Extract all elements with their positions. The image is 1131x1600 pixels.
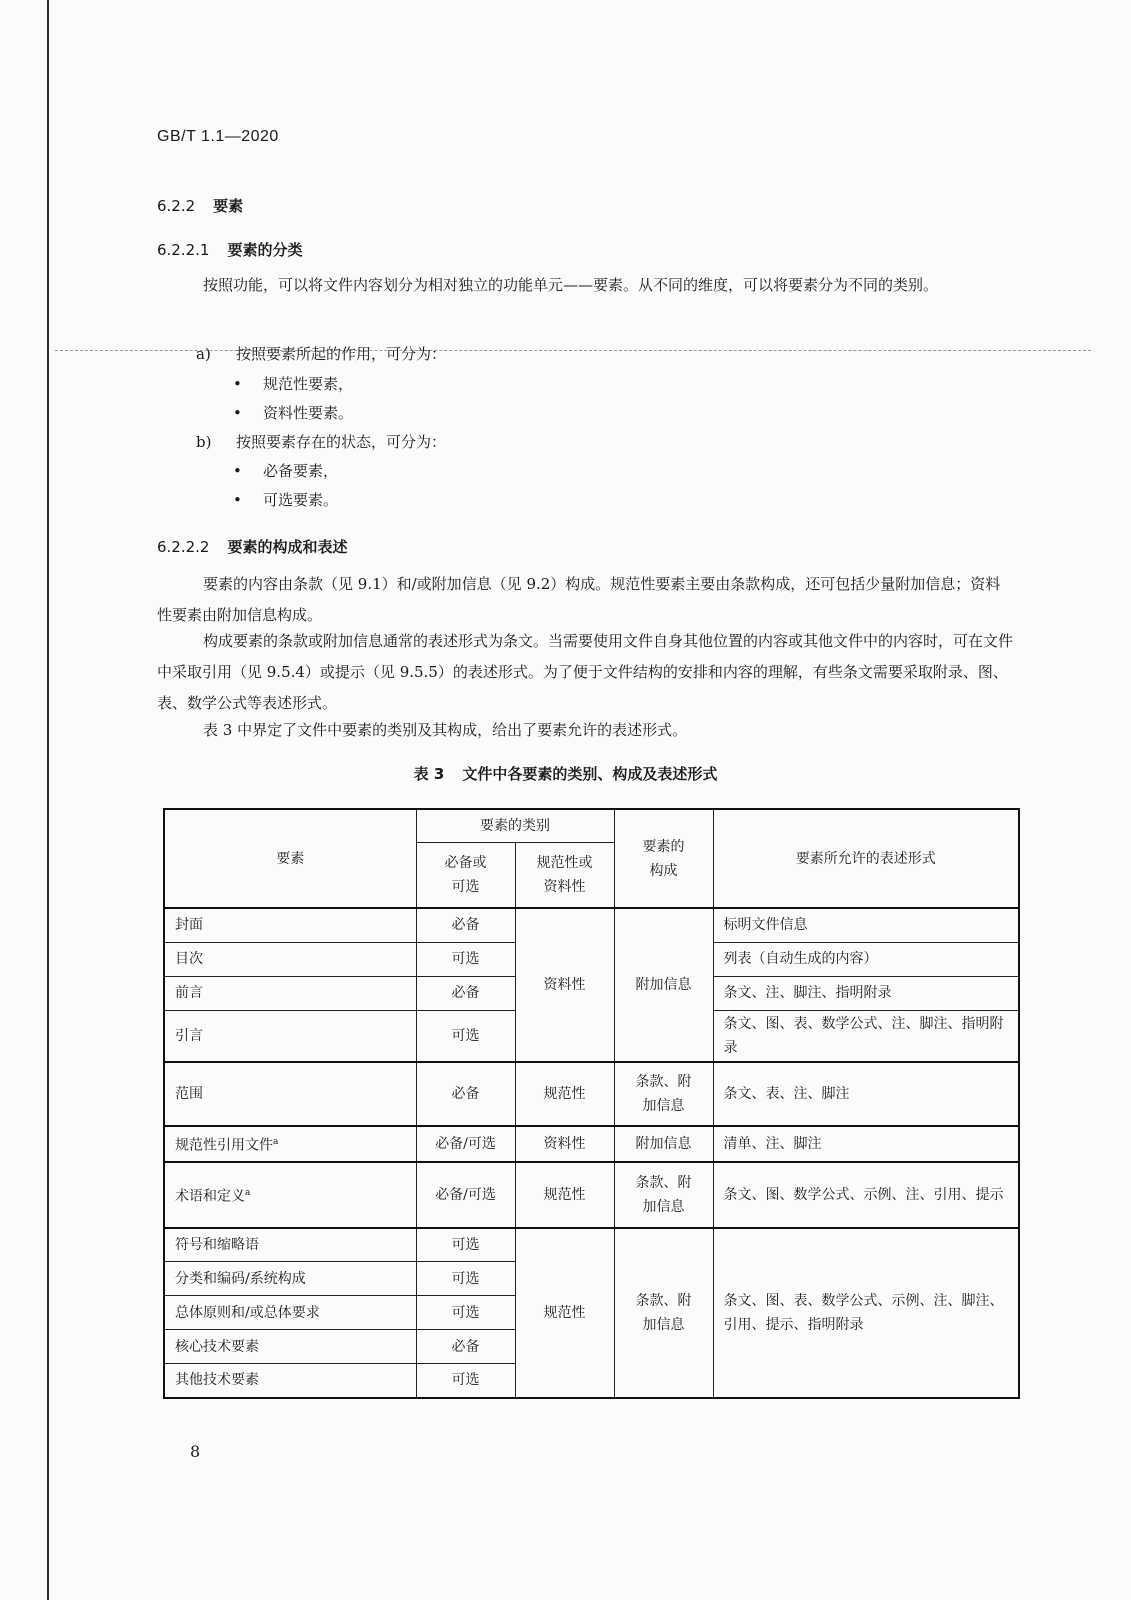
cell-composition: 条款、附加信息 bbox=[614, 1162, 713, 1228]
cell-required: 必备 bbox=[416, 908, 515, 942]
section-title: 要素的分类 bbox=[227, 241, 303, 259]
cell-required: 必备/可选 bbox=[416, 1126, 515, 1162]
binding-line bbox=[47, 0, 49, 1600]
bullet-icon: • bbox=[233, 491, 242, 509]
footnote-mark: a bbox=[245, 1187, 251, 1198]
section-number: 6.2.2.1 bbox=[157, 241, 210, 259]
paragraph: 构成要素的条款或附加信息通常的表述形式为条文。当需要使用文件自身其他位置的内容或其他文件中的内容时，可在文件中采取引用（见 9.5.4）或提示（见 9.5.5）的表述形式。为了便于文件结构的安排和内容的理解，有些条文需要采取附录、图、表、数学公式等表述形式。 bbox=[157, 632, 1014, 712]
section-heading-6-2-2-1 bbox=[157, 239, 303, 260]
list-text: 按照要素所起的作用，可分为： bbox=[236, 345, 447, 363]
cell-element: 目次 bbox=[164, 942, 416, 976]
cell-required: 可选 bbox=[416, 1364, 515, 1398]
standard-number: GB/T 1.1—2020 bbox=[157, 128, 279, 145]
cell-required: 可选 bbox=[416, 1010, 515, 1062]
cell-element: 核心技术要素 bbox=[164, 1330, 416, 1364]
list-marker: b) bbox=[196, 433, 212, 451]
cell-required: 可选 bbox=[416, 942, 515, 976]
cell-type: 规范性 bbox=[515, 1162, 614, 1228]
bullet-item bbox=[233, 460, 338, 481]
cell-required: 必备 bbox=[416, 976, 515, 1010]
cell-type: 资料性 bbox=[515, 1126, 614, 1162]
bullet-icon: • bbox=[233, 375, 242, 393]
paragraph: 表 3 中界定了文件中要素的类别及其构成，给出了要素允许的表述形式。 bbox=[203, 721, 688, 739]
bullet-item bbox=[233, 402, 353, 423]
section-number: 6.2.2.2 bbox=[157, 538, 210, 556]
header-composition: 要素的构成 bbox=[614, 809, 713, 908]
cell-required: 必备/可选 bbox=[416, 1162, 515, 1228]
list-item-a bbox=[196, 343, 446, 364]
cell-required: 可选 bbox=[416, 1228, 515, 1262]
cell-type: 规范性 bbox=[515, 1062, 614, 1126]
cell-required: 可选 bbox=[416, 1296, 515, 1330]
section-title: 要素的构成和表述 bbox=[227, 538, 348, 556]
paragraph: 要素的内容由条款（见 9.1）和/或附加信息（见 9.2）构成。规范性要素主要由条款构成，还可包括少量附加信息；资料性要素由附加信息构成。 bbox=[157, 575, 1001, 624]
bullet-item bbox=[233, 373, 353, 394]
cell-type: 规范性 bbox=[515, 1228, 614, 1398]
page-number: 8 bbox=[190, 1442, 201, 1461]
table-row bbox=[164, 1062, 1019, 1126]
cell-element: 总体原则和/或总体要求 bbox=[164, 1296, 416, 1330]
cell-element: 前言 bbox=[164, 976, 416, 1010]
cell-forms: 条文、图、表、数学公式、示例、注、脚注、引用、提示、指明附录 bbox=[713, 1228, 1019, 1398]
footnote-mark: a bbox=[273, 1136, 279, 1147]
table-caption-title: 文件中各要素的类别、构成及表述形式 bbox=[462, 765, 718, 783]
cell-element: 其他技术要素 bbox=[164, 1364, 416, 1398]
cell-forms: 条文、图、表、数学公式、注、脚注、指明附录 bbox=[713, 1010, 1019, 1062]
list-item-b bbox=[196, 431, 446, 452]
cell-type: 资料性 bbox=[515, 908, 614, 1062]
list-marker: a) bbox=[196, 345, 211, 363]
header-forms: 要素所允许的表述形式 bbox=[713, 809, 1019, 908]
cell-forms: 清单、注、脚注 bbox=[713, 1126, 1019, 1162]
table-row bbox=[164, 908, 1019, 942]
cell-composition: 条款、附加信息 bbox=[614, 1062, 713, 1126]
cell-forms: 条文、图、数学公式、示例、注、引用、提示 bbox=[713, 1162, 1019, 1228]
cell-element: 引言 bbox=[164, 1010, 416, 1062]
cell-forms: 标明文件信息 bbox=[713, 908, 1019, 942]
header-normative-informative: 规范性或资料性 bbox=[515, 842, 614, 908]
bullet-text: 资料性要素。 bbox=[263, 404, 354, 422]
cell-forms: 列表（自动生成的内容） bbox=[713, 942, 1019, 976]
cell-forms: 条文、注、脚注、指明附录 bbox=[713, 976, 1019, 1010]
list-text: 按照要素存在的状态，可分为： bbox=[236, 433, 447, 451]
cell-element: 规范性引用文件$^a$ bbox=[164, 1126, 416, 1162]
bullet-text: 可选要素。 bbox=[263, 491, 339, 509]
header-category: 要素的类别 bbox=[416, 809, 614, 842]
header-required-optional: 必备或可选 bbox=[416, 842, 515, 908]
section-title: 要素 bbox=[213, 197, 244, 215]
cell-element: 符号和缩略语 bbox=[164, 1228, 416, 1262]
cell-composition: 条款、附加信息 bbox=[614, 1228, 713, 1398]
table-row bbox=[164, 1228, 1019, 1262]
cell-forms: 条文、表、注、脚注 bbox=[713, 1062, 1019, 1126]
bullet-item bbox=[233, 489, 338, 510]
table-row bbox=[164, 1162, 1019, 1228]
cell-element: 术语和定义$^a$ bbox=[164, 1162, 416, 1228]
section-number: 6.2.2 bbox=[157, 197, 196, 215]
table-row bbox=[164, 1126, 1019, 1162]
cell-element: 范围 bbox=[164, 1062, 416, 1126]
bullet-text: 必备要素， bbox=[263, 462, 339, 480]
section-heading-6-2-2-2 bbox=[157, 536, 348, 557]
cell-composition: 附加信息 bbox=[614, 908, 713, 1062]
header-element: 要素 bbox=[164, 809, 416, 908]
bullet-icon: • bbox=[233, 404, 242, 422]
elements-table bbox=[163, 808, 1020, 1399]
table-caption bbox=[0, 763, 1131, 784]
cell-required: 必备 bbox=[416, 1062, 515, 1126]
cell-required: 必备 bbox=[416, 1330, 515, 1364]
bullet-text: 规范性要素， bbox=[263, 375, 354, 393]
section-heading-6-2-2 bbox=[157, 195, 243, 216]
cell-composition: 附加信息 bbox=[614, 1126, 713, 1162]
cell-required: 可选 bbox=[416, 1262, 515, 1296]
bullet-icon: • bbox=[233, 462, 242, 480]
cell-element: 封面 bbox=[164, 908, 416, 942]
table-caption-number: 表 3 bbox=[413, 765, 445, 783]
paragraph: 按照功能，可以将文件内容划分为相对独立的功能单元——要素。从不同的维度，可以将要素分为不同的类别。 bbox=[203, 276, 939, 294]
cell-element: 分类和编码/系统构成 bbox=[164, 1262, 416, 1296]
